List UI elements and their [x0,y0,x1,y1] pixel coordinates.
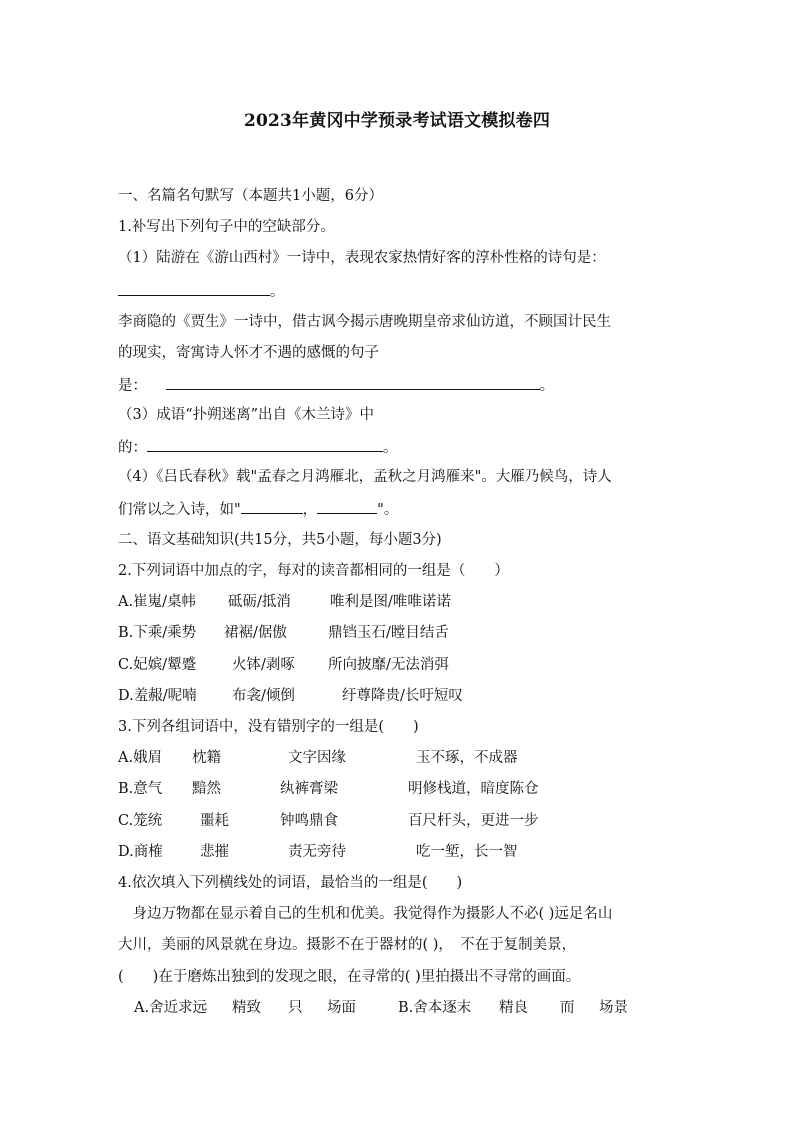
q3-option-a [118,748,578,768]
option-text: 纨裤膏梁 [280,781,338,797]
option-text: C.笼统 [118,813,163,829]
option-text: 而 [560,1000,575,1016]
question-3: 3.下列各组词语中，没有错别字的一组是( ) [118,719,419,735]
option-text: D.羞赧/呢喃 [118,688,197,704]
q4-options [134,998,654,1018]
answer-blank[interactable] [147,436,383,452]
option-text: A.舍近求远 [134,1000,208,1016]
exam-title: 2023年黄冈中学预录考试语文模拟卷四 [243,111,551,131]
question-4-passage-2: 大川，美丽的风景就在身边。摄影不在于器材的( )， 不在于复制美景， [118,937,577,953]
question-1-1-answer-line [118,280,285,302]
question-1-2-answer-line [118,374,554,396]
option-text: 噩耗 [200,813,229,829]
option-text: D.商榷 [118,844,163,860]
option-text: 悲摧 [200,844,229,860]
answer-blank[interactable] [317,498,377,514]
option-text: 精致 [232,1000,261,1016]
q3-option-c [118,811,578,831]
section2-heading: 二、语文基础知识(共15分，共5小题，每小题3分) [118,532,442,548]
question-1-4-text: 们常以之入诗，如" [118,502,241,518]
option-text: 百尺杆头，更进一步 [408,813,539,829]
question-1-2-line-a: 李商隐的《贾生》一诗中，借古讽今揭示唐晚期皇帝求仙访道，不顾国计民生 [118,314,611,330]
option-text: 砥砺/抵消 [228,594,291,610]
option-text: 精良 [499,1000,528,1016]
option-text: 纡尊降贵/长吁短叹 [342,688,463,704]
option-text: 唯利是图/唯唯诺诺 [330,594,451,610]
answer-blank[interactable] [118,280,270,296]
answer-prefix: 的： [118,440,147,456]
period: 。 [539,378,555,394]
q3-option-d [118,842,578,862]
question-1-3-answer-line [118,436,398,458]
section1-heading: 一、名篇名句默写（本题共1小题，6分） [118,188,383,204]
closing-quote: "。 [377,502,399,518]
q3-option-b [118,779,578,799]
option-text: 责无旁待 [288,844,346,860]
question-1-3: （3）成语“扑朔迷离”出自《木兰诗》中 [118,407,375,423]
q2-option-a [118,592,518,612]
period: 。 [270,284,285,300]
q2-option-d [118,686,518,706]
option-text: 鼎铛玉石/瞠目结舌 [328,625,449,641]
option-text: 裙裾/倨傲 [224,625,287,641]
option-text: B.下乘/乘势 [118,625,197,641]
q2-option-b [118,623,518,643]
option-text: 钟鸣鼎食 [280,813,338,829]
option-text: 文字因缘 [288,750,346,766]
option-text: B.意气 [118,781,163,797]
option-text: B.舍本逐末 [398,1000,472,1016]
option-text: 玉不琢，不成器 [416,750,518,766]
question-4: 4.依次填入下列横线处的词语，最恰当的一组是( ) [118,875,463,891]
option-text: 火钵/剥啄 [232,657,295,673]
option-text: 吃一堑，长一智 [416,844,518,860]
question-2: 2.下列词语中加点的字，每对的读音都相同的一组是（ ） [118,563,509,579]
period: 。 [383,440,398,456]
question-1-1: （1）陆游在《游山西村》一诗中，表现农家热情好客的淳朴性格的诗句是： [118,250,606,266]
question-1: 1.补写出下列句子中的空缺部分。 [118,219,335,235]
option-text: C.妃嫔/颦蹙 [118,657,197,673]
comma: ， [302,502,318,518]
question-1-4-line-a: （4）《吕氏春秋》载"孟春之月鸿雁北，孟秋之月鸿雁来"。大雁乃候鸟，诗人 [118,469,612,485]
q2-option-c [118,655,518,675]
question-4-passage-1: 身边万物都在显示着自己的生机和优美。我觉得作为摄影人不必( )远足名山 [118,906,613,922]
answer-blank[interactable] [241,498,303,514]
option-text: A.娥眉 [118,750,163,766]
answer-blank[interactable] [166,374,540,390]
answer-prefix: 是： [118,378,147,394]
option-text: 所向披靡/无法消弭 [328,657,449,673]
option-text: 场景 [599,1000,628,1016]
question-1-2-line-b: 的现实，寄寓诗人怀才不遇的感慨的句子 [118,345,379,361]
option-text: 布衾/倾倒 [232,688,295,704]
option-text: A.崔嵬/桌帏 [118,594,196,610]
option-text: 场面 [327,1000,356,1016]
option-text: 明修栈道，暗度陈仓 [408,781,539,797]
option-text: 枕籍 [192,750,221,766]
question-1-4-line-b [118,498,398,520]
option-text: 只 [288,1000,303,1016]
question-4-passage-3: ( )在于磨炼出独到的发现之眼，在寻常的( )里拍摄出不寻常的画面。 [118,969,581,985]
option-text: 黯然 [192,781,221,797]
